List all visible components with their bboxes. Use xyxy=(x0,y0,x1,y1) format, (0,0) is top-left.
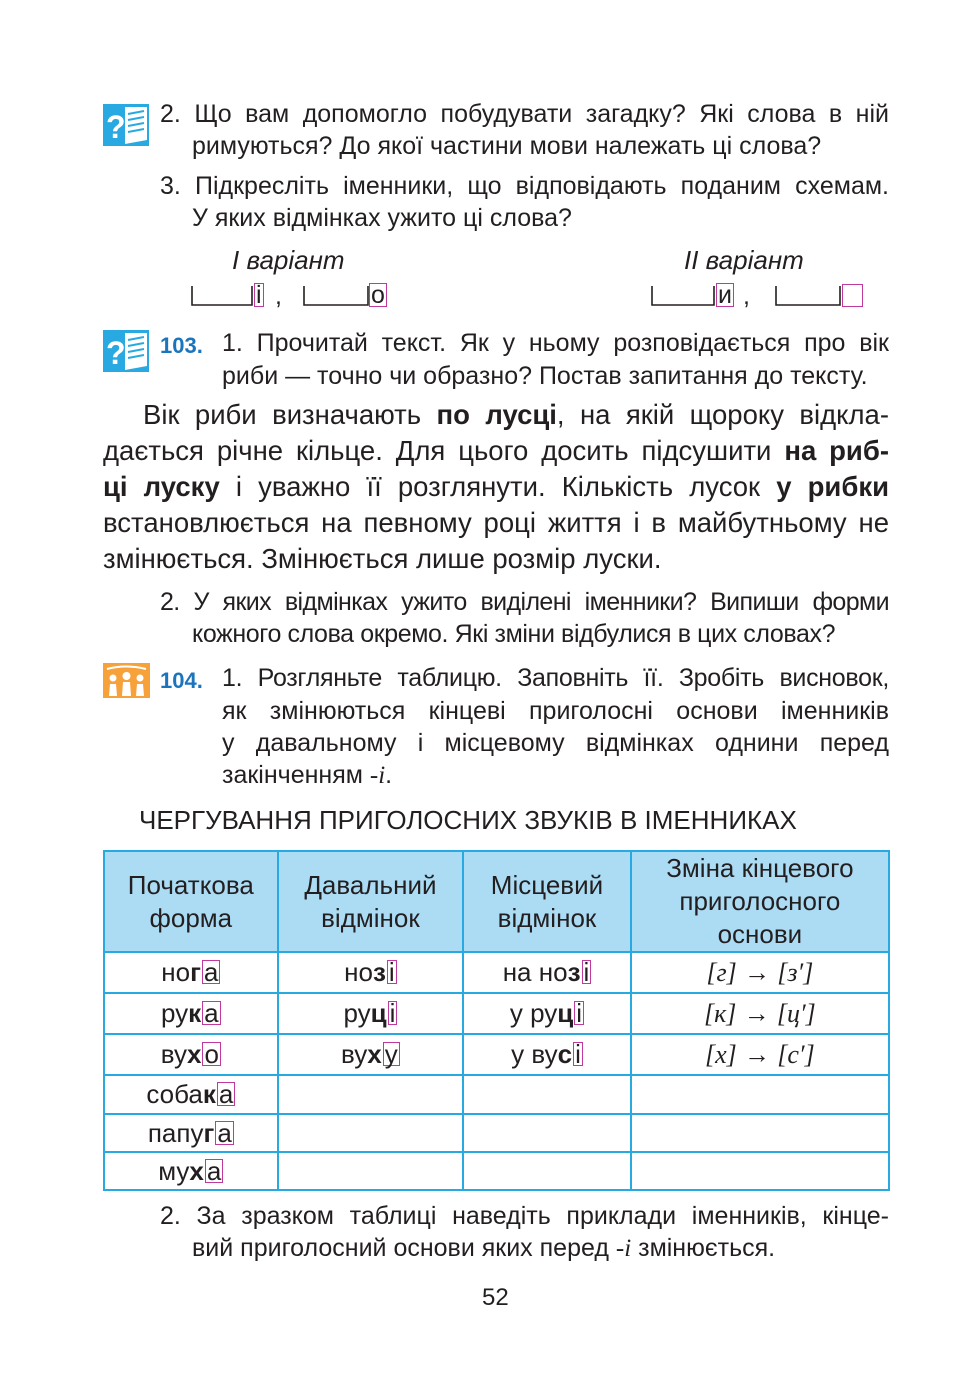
ex102-q3-line1: 3. Підкресліть іменники, що відповідають поданим схемам. xyxy=(160,172,889,200)
cell-change: [к] → [ц′] xyxy=(631,993,889,1034)
cell-dative: руц і xyxy=(278,993,464,1034)
cell-empty xyxy=(631,1075,889,1114)
variant1-label: І варіант xyxy=(232,245,345,275)
schema-separator: , xyxy=(275,282,282,310)
cell-dative: вух у xyxy=(278,1034,464,1075)
cell-empty xyxy=(631,1152,889,1190)
stem-bracket-icon xyxy=(775,285,841,307)
header-locative-case: Місцевий відмінок xyxy=(463,851,631,952)
cell-initial-form: мух а xyxy=(104,1152,278,1190)
table-row xyxy=(104,1075,889,1114)
ex104-task1-line4: закінченням -і. xyxy=(222,761,393,789)
ending-box: и xyxy=(718,281,732,309)
cell-initial-form: собак а xyxy=(104,1075,278,1114)
ending-box: о xyxy=(371,281,385,309)
table-row xyxy=(104,1114,889,1152)
ex104-task2-line1: 2. За зразком таблиці наведіть приклади іменників, кінце- xyxy=(160,1202,889,1230)
stem-bracket-icon xyxy=(191,285,253,307)
ex103-task2-line2: кожного слова окремо. Які зміни відбулися в цих словах? xyxy=(192,620,836,648)
table-header-row xyxy=(104,851,889,952)
cell-initial-form: вух о xyxy=(104,1034,278,1075)
ex102-q3-line2: У яких відмінках ужито ці слова? xyxy=(192,204,572,232)
ex103-text-line4: встановлюється на певному році життя і в майбутньому не xyxy=(103,507,889,538)
table-row xyxy=(104,1034,889,1075)
cell-locative: на ноз і xyxy=(463,952,631,993)
svg-text:?: ? xyxy=(106,109,126,145)
ex104-task1-line1: 1. Розгляньте таблицю. Заповніть її. Зробіть висновок, xyxy=(222,664,889,692)
cell-empty xyxy=(631,1114,889,1152)
question-book-icon xyxy=(103,104,149,146)
ex104-task1-line3: у давальному і місцевому відмінках однини перед xyxy=(222,729,889,757)
cell-locative: у вус і xyxy=(463,1034,631,1075)
exercise-number-104: 104. xyxy=(160,668,203,693)
schema-separator: , xyxy=(743,282,750,310)
question-book-icon xyxy=(103,330,149,372)
cell-empty xyxy=(463,1075,631,1114)
cell-change: [г] → [з′] xyxy=(631,952,889,993)
cell-empty xyxy=(278,1152,464,1190)
cell-dative: ноз і xyxy=(278,952,464,993)
ex103-text-line2: дається річне кільце. Для цього досить підсушити на риб- xyxy=(103,435,889,466)
empty-ending-box xyxy=(842,284,863,307)
header-initial-form: Початкова форма xyxy=(104,851,278,952)
group-work-icon xyxy=(103,663,150,698)
cell-initial-form: папуг а xyxy=(104,1114,278,1152)
cell-initial-form: рук а xyxy=(104,993,278,1034)
cell-empty xyxy=(278,1075,464,1114)
cell-initial-form: ног а xyxy=(104,952,278,993)
cell-empty xyxy=(463,1152,631,1190)
ex104-task2-line2: вий приголосний основи яких перед -і змінюється. xyxy=(192,1234,776,1262)
ex103-text-line3: ці луску і уважно її розглянути. Кількість лусок у рибки xyxy=(103,471,889,502)
cell-empty xyxy=(463,1114,631,1152)
ex103-task2-line1: 2. У яких відмінках ужито виділені іменники? Випиши форми xyxy=(160,588,889,616)
exercise-number-103: 103. xyxy=(160,333,203,358)
page-number: 52 xyxy=(482,1284,509,1311)
ex102-q2-line2: римуються? До якої частини мови належать ці слова? xyxy=(192,132,822,160)
ex103-text-line5: змінюється. Змінюється лише розмір луски. xyxy=(103,543,662,574)
cell-change: [х] → [с′] xyxy=(631,1034,889,1075)
consonant-alternation-table xyxy=(103,850,890,1191)
ending-box: і xyxy=(256,281,262,309)
ex104-task1-line2: як змінюються кінцеві приголосні основи іменників xyxy=(222,697,889,725)
stem-bracket-icon xyxy=(303,285,369,307)
table-row xyxy=(104,952,889,993)
ex103-text-line1: Вік риби визначають по лусці, на якій щороку відкла- xyxy=(143,399,889,430)
table-title: ЧЕРГУВАННЯ ПРИГОЛОСНИХ ЗВУКІВ В ІМЕННИКАХ xyxy=(139,805,797,835)
cell-locative: у руц і xyxy=(463,993,631,1034)
svg-text:?: ? xyxy=(106,335,126,371)
variant2-label: ІІ варіант xyxy=(684,245,804,275)
header-consonant-change: Зміна кінцевого приголосного основи xyxy=(631,851,889,952)
cell-empty xyxy=(278,1114,464,1152)
stem-bracket-icon xyxy=(651,285,715,307)
header-dative-case: Давальний відмінок xyxy=(278,851,464,952)
table-row xyxy=(104,993,889,1034)
ex103-task1-line2: риби — точно чи образно? Постав запитання до тексту. xyxy=(222,362,868,390)
table-row xyxy=(104,1152,889,1190)
ex102-q2-line1: 2. Що вам допомогло побудувати загадку? Які слова в ній xyxy=(160,100,889,128)
ex103-task1-line1: 1. Прочитай текст. Як у ньому розповідається про вік xyxy=(222,329,889,357)
